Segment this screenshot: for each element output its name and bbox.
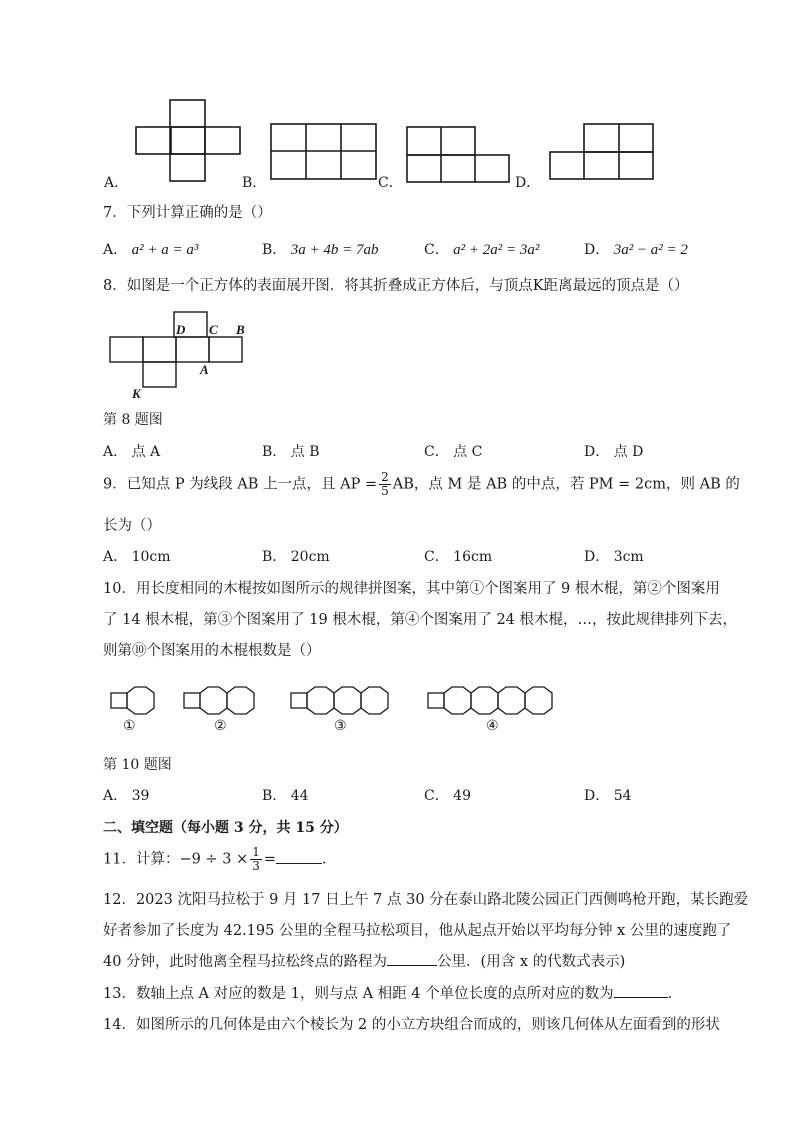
- q8-option-c-text: 点 C: [453, 444, 483, 460]
- q7-option-c-expr: a² + 2a² = 3a²: [453, 242, 540, 258]
- q7-option-b[interactable]: [262, 239, 379, 259]
- q6-label-c[interactable]: C．: [378, 175, 403, 191]
- q11-stem-part-b: =: [263, 851, 276, 868]
- q10-option-d[interactable]: [584, 785, 632, 805]
- q8-option-a-text: 点 A: [131, 444, 161, 460]
- q9-option-a[interactable]: [103, 546, 171, 566]
- q9-option-d[interactable]: [584, 546, 644, 566]
- q9-option-a-letter: A．: [103, 549, 128, 565]
- q9-stem: [103, 471, 740, 498]
- q10-option-d-text: 54: [613, 788, 632, 804]
- q8-option-d-text: 点 D: [613, 444, 644, 460]
- q10-option-d-letter: D．: [584, 788, 610, 804]
- q8-label-k: K: [132, 386, 141, 401]
- q8-stem: 8．如图是一个正方体的表面展开图．将其折叠成正方体后，与顶点K距离最远的顶点是（）: [103, 278, 689, 294]
- q7-stem: 7．下列计算正确的是（）: [103, 205, 272, 221]
- section-2-title: 二、填空题（每小题 3 分，共 15 分）: [103, 820, 348, 836]
- q6-net-c: [406, 126, 510, 184]
- q6-label-b[interactable]: B．: [242, 175, 267, 191]
- q6-net-a: [135, 99, 241, 183]
- q9-option-d-text: 3cm: [613, 549, 644, 565]
- q10-option-a-letter: A．: [103, 788, 128, 804]
- q10-option-a-text: 39: [131, 788, 150, 804]
- q8-option-b-letter: B．: [262, 444, 287, 460]
- q9-option-a-text: 10cm: [131, 549, 171, 565]
- q11-answer-blank[interactable]: [276, 849, 322, 864]
- q10-line3: 则第⑩个图案用的木棍根数是（）: [103, 643, 321, 659]
- q7-option-a-letter: A．: [103, 242, 128, 258]
- q8-option-c-letter: C．: [424, 444, 449, 460]
- q6-net-d: [549, 123, 655, 181]
- q10-pattern-1: [110, 686, 162, 716]
- q11-stem: [103, 846, 336, 873]
- q8-option-b-text: 点 B: [290, 444, 320, 460]
- q10-pattern-3-label: ③: [334, 718, 347, 734]
- q8-label-d: D: [176, 322, 186, 337]
- q11-fraction: [250, 846, 262, 873]
- q9-frac-num: 2: [381, 470, 389, 484]
- q9-frac-den: 5: [381, 484, 389, 498]
- q12-line3-part-a: 40 分钟，此时他离全程马拉松终点的路程为: [103, 954, 388, 970]
- q7-option-c[interactable]: [424, 239, 539, 259]
- q9-option-b-text: 20cm: [290, 549, 330, 565]
- q6-net-b: [270, 123, 378, 181]
- q9-option-c-text: 16cm: [453, 549, 493, 565]
- q8-option-a[interactable]: [103, 441, 160, 461]
- q8-net-figure: [108, 310, 258, 402]
- q8-option-b[interactable]: [262, 441, 320, 461]
- q10-pattern-4-label: ④: [486, 718, 499, 734]
- q11-end: ．: [321, 851, 337, 868]
- q7-option-a[interactable]: [103, 239, 198, 259]
- q11-stem-part-a: 11．计算：−9 ÷ 3 ×: [103, 851, 249, 868]
- q9-stem-part-a: 9．已知点 P 为线段 AB 上一点，且 AP =: [103, 476, 378, 493]
- q12-answer-blank[interactable]: [387, 951, 437, 966]
- q9-option-d-letter: D．: [584, 549, 610, 565]
- q10-option-a[interactable]: [103, 785, 149, 805]
- q8-option-d[interactable]: [584, 441, 643, 461]
- q10-option-b-text: 44: [290, 788, 309, 804]
- q10-line1: 10．用长度相同的木棍按如图所示的规律拼图案，其中第①个图案用了 9 根木棍，第②个图案用: [103, 581, 720, 597]
- q9-stem-part-b: AB，点 M 是 AB 的中点，若 PM = 2cm，则 AB 的: [392, 476, 740, 493]
- q9-fraction: [379, 471, 391, 498]
- q10-caption: 第 10 题图: [103, 757, 172, 773]
- q7-option-b-expr: 3a + 4b = 7ab: [290, 242, 379, 258]
- q10-pattern-4: [427, 686, 569, 716]
- q13-stem: [103, 982, 682, 1003]
- q13-answer-blank[interactable]: [614, 983, 668, 998]
- q8-label-b: B: [236, 322, 245, 337]
- q8-option-d-letter: D．: [584, 444, 610, 460]
- q14-line1: 14．如图所示的几何体是由六个棱长为 2 的小立方块组合而成的，则该几何体从左面看到的形状: [103, 1017, 720, 1033]
- q9-option-c[interactable]: [424, 546, 492, 566]
- q12-line1: 12．2023 沈阳马拉松于 9 月 17 日上午 7 点 30 分在泰山路北陵公园正门西侧鸣枪开跑，某长跑爱: [103, 892, 749, 908]
- q7-option-b-letter: B．: [262, 242, 287, 258]
- q8-caption: 第 8 题图: [103, 412, 163, 428]
- q7-option-d-letter: D．: [584, 242, 610, 258]
- q7-option-d-expr: 3a² − a² = 2: [613, 242, 688, 258]
- q7-option-c-letter: C．: [424, 242, 449, 258]
- q11-frac-den: 3: [252, 859, 260, 873]
- q10-option-b-letter: B．: [262, 788, 287, 804]
- q10-pattern-2-label: ②: [214, 718, 227, 734]
- q8-option-a-letter: A．: [103, 444, 128, 460]
- q9-line2: 长为（）: [103, 518, 161, 534]
- q10-pattern-1-label: ①: [123, 718, 136, 734]
- q8-label-a: A: [200, 362, 209, 377]
- q12-line3: [103, 950, 625, 971]
- q10-pattern-2: [183, 686, 267, 716]
- q10-pattern-3: [290, 686, 404, 716]
- q10-option-b[interactable]: [262, 785, 309, 805]
- q8-option-c[interactable]: [424, 441, 482, 461]
- q10-option-c[interactable]: [424, 785, 471, 805]
- q11-frac-num: 1: [252, 845, 260, 859]
- q7-option-a-expr: a² + a = a³: [131, 242, 199, 258]
- q13-stem-text: 13．数轴上点 A 对应的数是 1，则与点 A 相距 4 个单位长度的点所对应的数为: [103, 986, 614, 1002]
- q12-line3-part-b: 公里．(用含 x 的代数式表示): [437, 954, 626, 970]
- q13-end: ．: [667, 986, 683, 1002]
- q8-label-c: C: [209, 322, 218, 337]
- q7-option-d[interactable]: [584, 239, 688, 259]
- q9-option-b-letter: B．: [262, 549, 287, 565]
- q10-line2: 了 14 根木棍，第③个图案用了 19 根木棍，第④个图案用了 24 根木棍，…，按此规律排列下去，: [103, 612, 738, 628]
- q9-option-b[interactable]: [262, 546, 330, 566]
- q6-label-a[interactable]: A．: [104, 175, 129, 191]
- q10-option-c-letter: C．: [424, 788, 449, 804]
- q6-label-d[interactable]: D．: [515, 175, 541, 191]
- q9-option-c-letter: C．: [424, 549, 449, 565]
- q10-option-c-text: 49: [453, 788, 471, 804]
- q12-line2: 好者参加了长度为 42.195 公里的全程马拉松项目，他从起点开始以平均每分钟 x 公里的速度跑了: [103, 923, 732, 939]
